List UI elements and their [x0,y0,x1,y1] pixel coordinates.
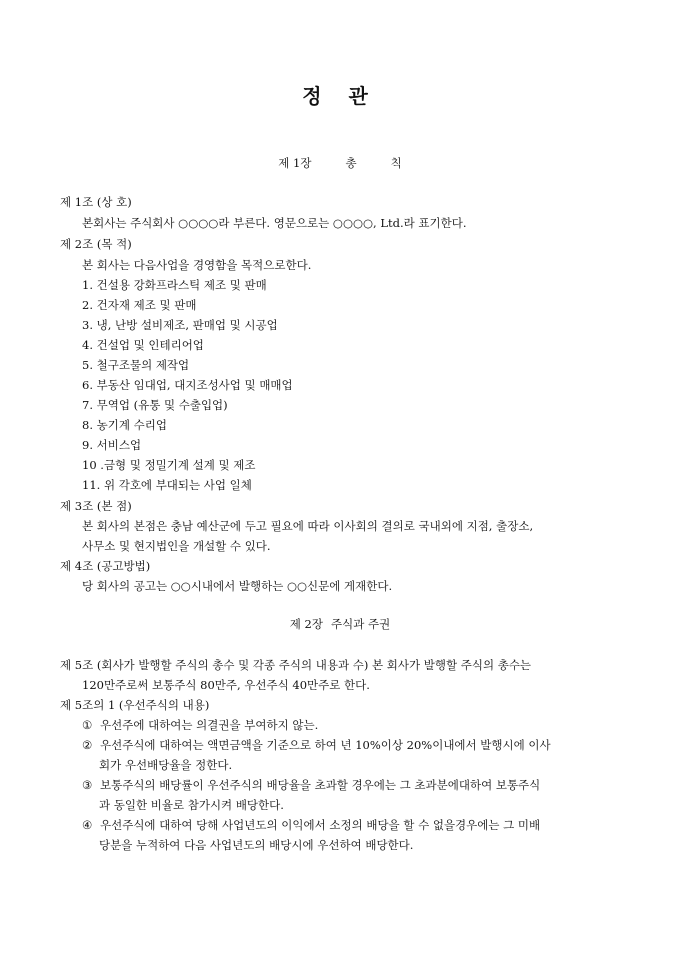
list-item: 9. 서비스업 [82,438,142,452]
article-4-heading: 제 4조 (공고방법) [60,559,151,573]
article-1-text: 본회사는 주식회사 ○○○○라 부른다. 영문으로는 ○○○○, Ltd.라 표기한다. [82,216,467,230]
list-item [82,777,540,793]
article-2-heading: 제 2조 (목 적) [60,237,132,251]
chapter-2-heading [0,616,680,632]
article-2-intro: 본 회사는 다음사업을 경영함을 목적으로한다. [82,258,312,272]
chapter-1-heading [0,155,680,171]
item-text: 우선주에 대하여는 의결권을 부여하지 않는. [100,718,319,732]
list-item: 8. 농기계 수리업 [82,418,167,432]
chapter-1-title-part-a: 총 [345,156,357,170]
list-item [82,817,540,833]
list-item: 11. 위 각호에 부대되는 사업 일체 [82,478,252,492]
document-title: 정 관 [302,84,378,108]
article-5-line-2: 120만주로써 보통주식 80만주, 우선주식 40만주로 한다. [82,678,370,692]
list-item: 10 .금형 및 정밀기계 설계 및 제조 [82,458,256,472]
list-item: 3. 냉, 난방 설비제조, 판매업 및 시공업 [82,318,278,332]
article-1-heading: 제 1조 (상 호) [60,195,132,209]
article-4-text: 당 회사의 공고는 ○○시내에서 발행하는 ○○신문에 게재한다. [82,579,393,593]
item-text: 우선주식에 대하여는 액면금액을 기준으로 하여 년 10%이상 20%이내에서 발행시에 이사 [100,738,551,752]
list-item: 5. 철구조물의 제작업 [82,358,190,372]
article-3-line-1: 본 회사의 본점은 충남 예산군에 두고 필요에 따라 이사회의 결의로 국내외에 지점, 출장소, [82,519,534,533]
chapter-1-title-part-b: 칙 [390,156,402,170]
item-text: 보통주식의 배당률이 우선주식의 배당율을 초과할 경우에는 그 초과분에대하여 보통주식 [100,778,541,792]
article-3-line-2: 사무소 및 현지법인을 개설할 수 있다. [82,539,271,553]
article-5-line-1: 제 5조 (회사가 발행할 주식의 총수 및 각종 주식의 내용과 수) 본 회사가 발행할 주식의 총수는 [60,658,532,672]
list-item: 7. 무역업 (유통 및 수출입업) [82,398,228,412]
list-item: 4. 건설업 및 인테리어업 [82,338,204,352]
item-marker: ③ [82,778,93,792]
item-marker: ① [82,718,93,732]
chapter-1-number: 제 1장 [278,156,312,170]
chapter-2-number: 제 2장 [289,617,323,631]
list-item [82,717,318,733]
item-text: 우선주식에 대하여 당해 사업년도의 이익에서 소정의 배당을 할 수 없을경우에는 그 미배 [100,818,541,832]
item-marker: ④ [82,818,93,832]
list-item: 6. 부동산 임대업, 대지조성사업 및 매매업 [82,378,293,392]
list-item: 2. 건자재 제조 및 판매 [82,298,197,312]
item-text-continuation: 회가 우선배당율을 정한다. [99,758,233,772]
item-marker: ② [82,738,93,752]
article-3-heading: 제 3조 (본 점) [60,499,132,513]
chapter-2-title: 주식과 주권 [331,617,391,631]
item-text-continuation: 과 동일한 비율로 참가시켜 배당한다. [99,798,284,812]
list-item [82,737,551,753]
list-item: 1. 건설용 강화프라스틱 제조 및 판매 [82,278,267,292]
article-5-1-heading: 제 5조의 1 (우선주식의 내용) [60,698,210,712]
item-text-continuation: 당분을 누적하여 다음 사업년도의 배당시에 우선하여 배당한다. [99,838,414,852]
